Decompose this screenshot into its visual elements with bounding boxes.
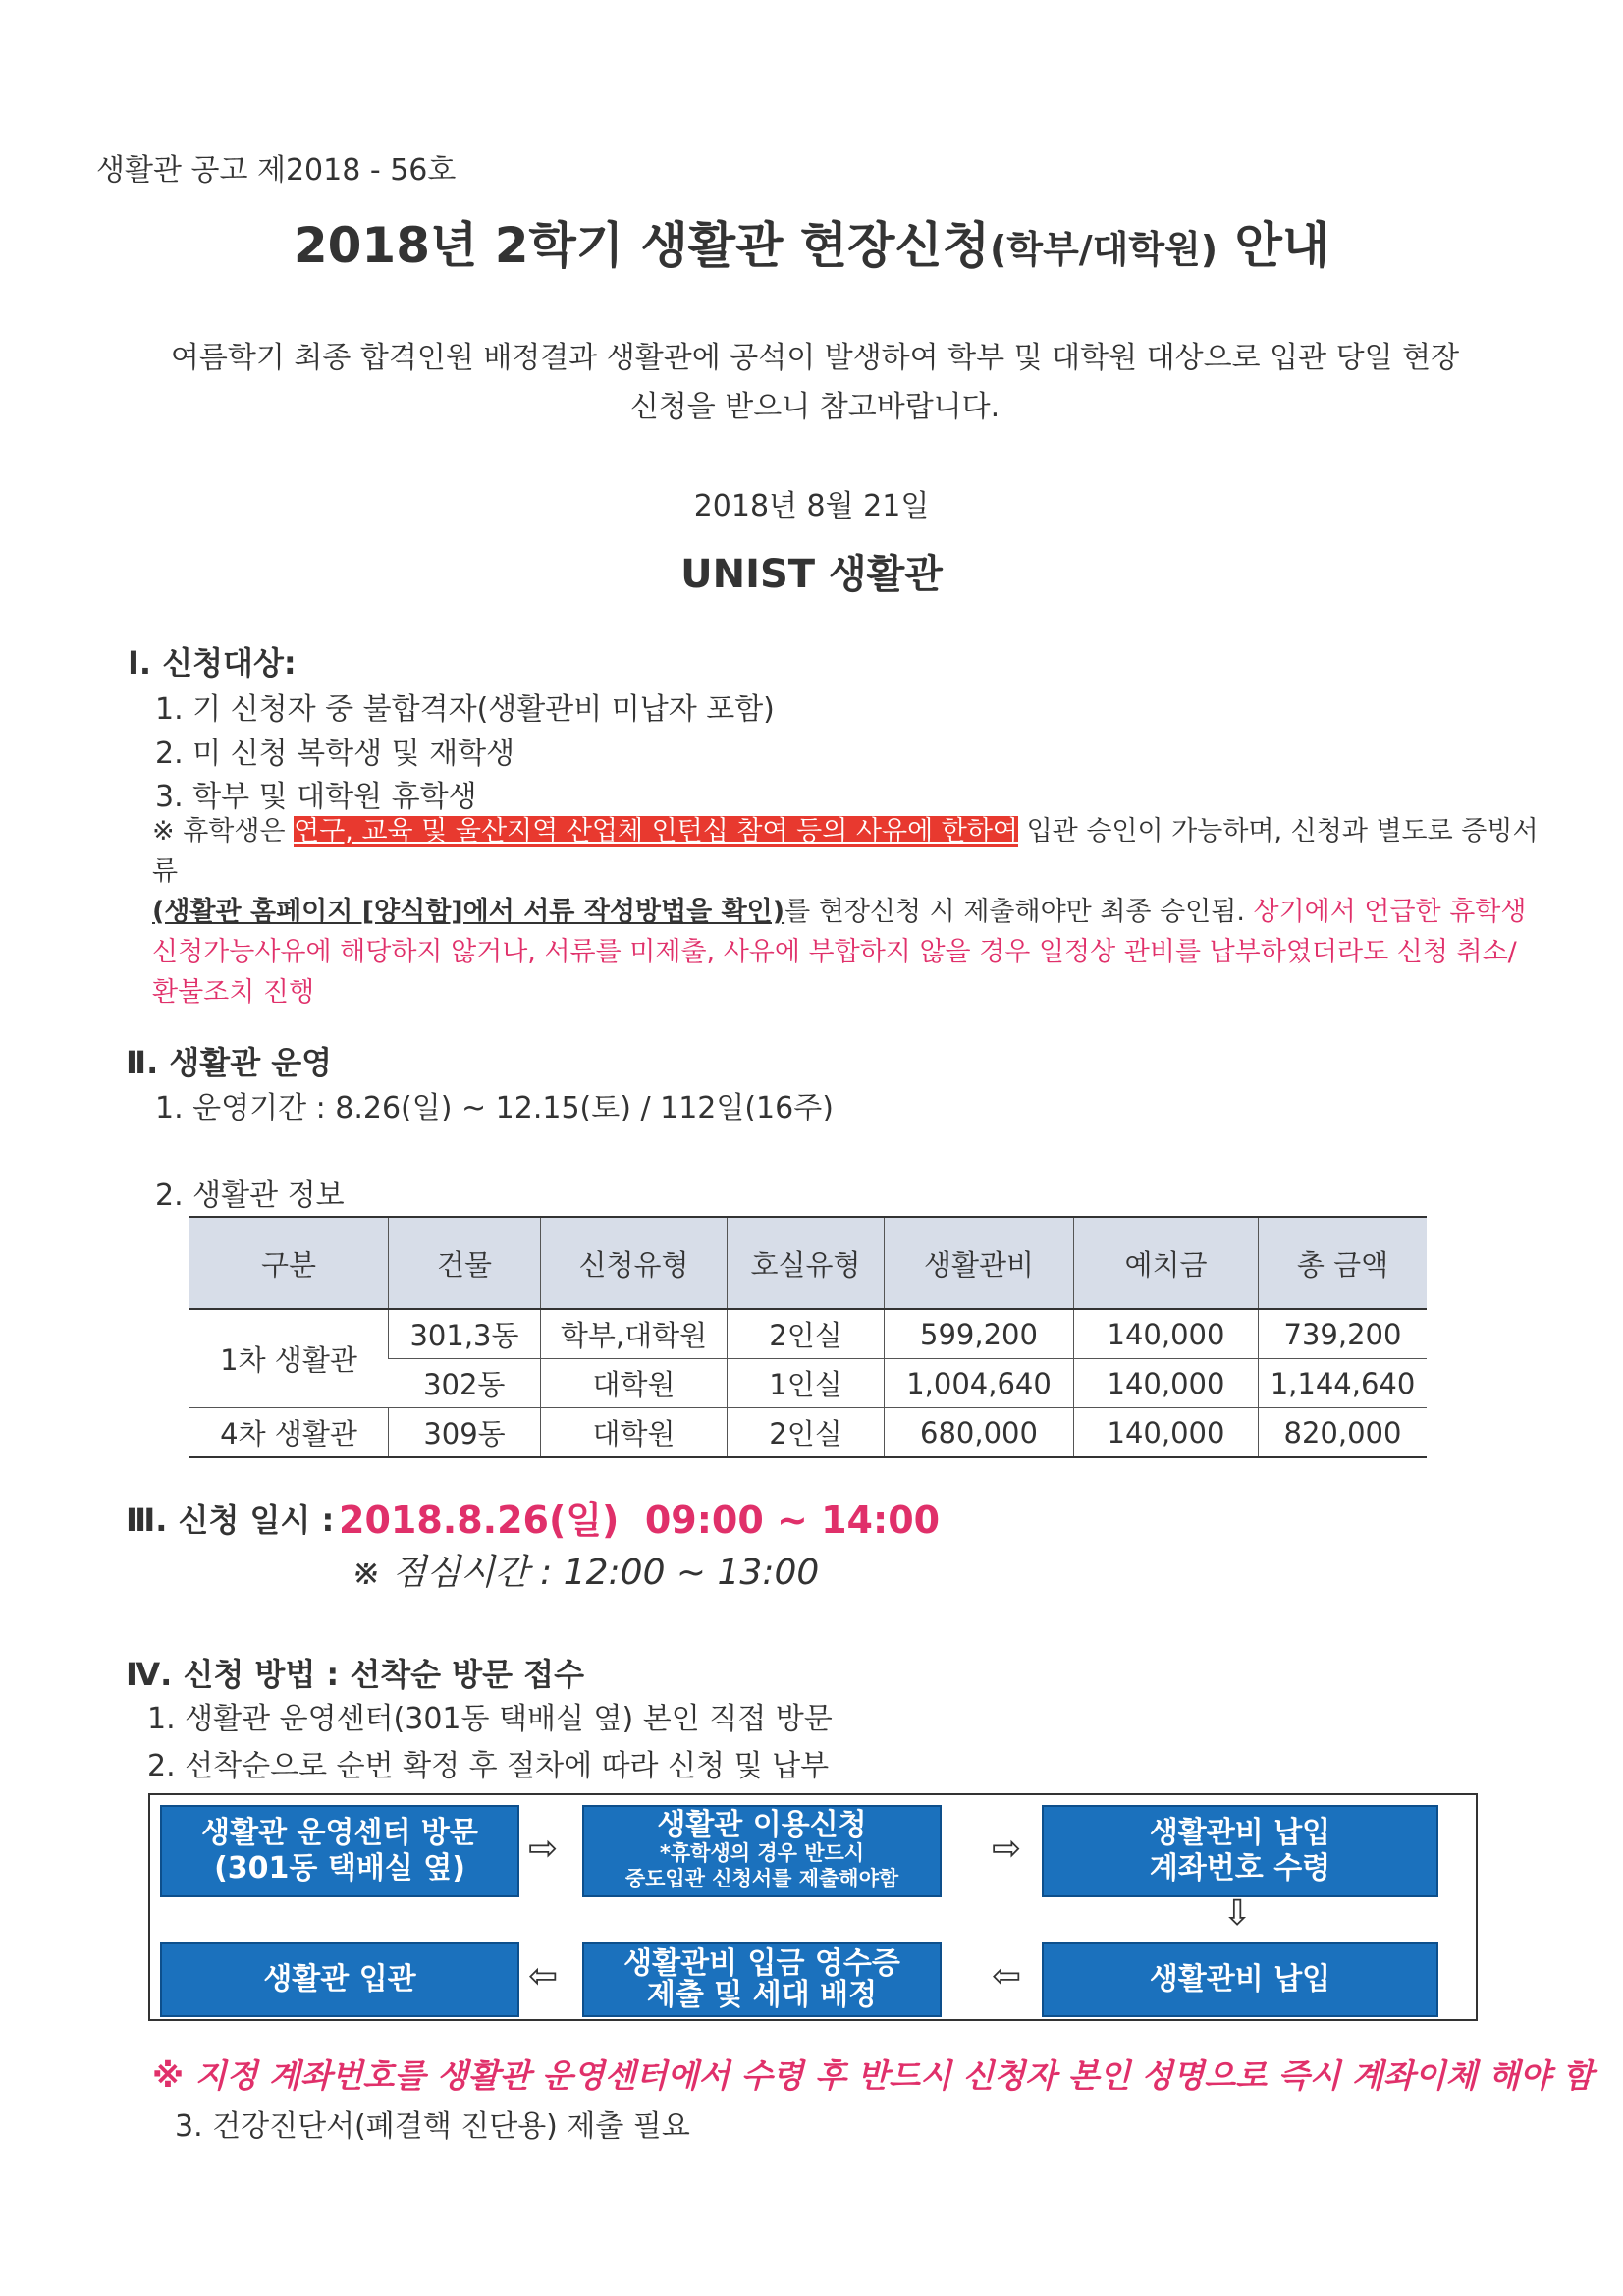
operation-period: 1. 운영기간 : 8.26(일) ~ 12.15(토) / 112일(16주) bbox=[155, 1091, 834, 1125]
table-cell: 309동 bbox=[389, 1408, 541, 1458]
flow-step-text: 제출 및 세대 배정 bbox=[646, 1978, 878, 2012]
flow-step-text: (301동 택배실 옆) bbox=[214, 1851, 465, 1886]
document-title bbox=[0, 206, 1623, 277]
header-deposit: 예치금 bbox=[1074, 1217, 1259, 1309]
header-category: 구분 bbox=[189, 1217, 389, 1309]
section1-item-2: 2. 미 신청 복학생 및 재학생 bbox=[155, 737, 515, 771]
table-cell: 대학원 bbox=[541, 1359, 728, 1408]
intro-paragraph bbox=[98, 334, 1532, 432]
notice-number: 생활관 공고 제2018 - 56호 bbox=[96, 153, 457, 188]
table-row bbox=[189, 1309, 1427, 1359]
application-datetime: 2018.8.26(일) 09:00 ~ 14:00 bbox=[339, 1499, 941, 1542]
note-red-2: 신청가능사유에 해당하지 않거나, 서류를 미제출, 사유에 부합하지 않을 경우 일정상 관비를 납부하였더라도 신청 취소/ bbox=[152, 937, 1517, 967]
flow-step-visit-center bbox=[160, 1805, 519, 1897]
table-cell: 1,144,640 bbox=[1259, 1359, 1428, 1408]
flow-step-apply bbox=[582, 1805, 942, 1897]
table-cell: 1인실 bbox=[728, 1359, 885, 1408]
table-cell: 학부,대학원 bbox=[541, 1309, 728, 1359]
flow-step-text: 생활관비 납입 bbox=[1149, 1816, 1331, 1850]
table-row bbox=[189, 1408, 1427, 1458]
table-cell: 680,000 bbox=[885, 1408, 1074, 1458]
flow-step-submit-receipt bbox=[582, 1942, 942, 2017]
arrow-left-icon: ⇦ bbox=[992, 1956, 1022, 1996]
flow-step-move-in: 생활관 입관 bbox=[160, 1942, 519, 2017]
section2-heading: Ⅱ. 생활관 운영 bbox=[126, 1044, 333, 1081]
title-end: 안내 bbox=[1217, 217, 1330, 274]
arrow-left-icon: ⇦ bbox=[528, 1956, 559, 1996]
table-cell: 2인실 bbox=[728, 1309, 885, 1359]
table-cell: 599,200 bbox=[885, 1309, 1074, 1359]
header-room-type: 호실유형 bbox=[728, 1217, 885, 1309]
table-cell: 2인실 bbox=[728, 1408, 885, 1458]
note-underline: (생활관 홈페이지 [양식함]에서 서류 작성방법을 확인) bbox=[152, 897, 785, 927]
note-red-3: 환불조치 진행 bbox=[152, 977, 315, 1008]
account-transfer-warning: ※ 지정 계좌번호를 생활관 운영센터에서 수령 후 반드시 신청자 본인 성명으로 즉시 계좌이체 해야 함 bbox=[152, 2056, 1595, 2095]
lunch-time-note: ※ 점심시간 : 12:00 ~ 13:00 bbox=[352, 1553, 820, 1593]
table-cell: 820,000 bbox=[1259, 1408, 1428, 1458]
dorm-info-table bbox=[189, 1216, 1427, 1458]
table-cell: 302동 bbox=[389, 1359, 541, 1408]
process-flow bbox=[148, 1793, 1478, 2021]
note-mid2: 를 현장신청 시 제출해야만 최종 승인됨. bbox=[784, 897, 1254, 927]
flow-step-text: 계좌번호 수령 bbox=[1149, 1851, 1331, 1886]
table-cell: 140,000 bbox=[1074, 1309, 1259, 1359]
table-cell: 140,000 bbox=[1074, 1359, 1259, 1408]
header-total: 총 금액 bbox=[1259, 1217, 1428, 1309]
table-cell: 301,3동 bbox=[389, 1309, 541, 1359]
intro-line-1: 여름학기 최종 합격인원 배정결과 생활관에 공석이 발생하여 학부 및 대학원 대상으로 입관 당일 현장 bbox=[170, 341, 1460, 375]
section4-item-2: 2. 선착순으로 순번 확정 후 절차에 따라 신청 및 납부 bbox=[147, 1749, 830, 1783]
table-cell: 대학원 bbox=[541, 1408, 728, 1458]
section4-item-1: 1. 생활관 운영센터(301동 택배실 옆) 본인 직접 방문 bbox=[147, 1702, 833, 1736]
note-prefix: ※ 휴학생은 bbox=[152, 816, 295, 847]
section1-item-1: 1. 기 신청자 중 불합격자(생활관비 미납자 포함) bbox=[155, 692, 775, 727]
flow-step-text: 중도입관 신청서를 제출해야함 bbox=[624, 1867, 899, 1890]
group-cell: 1차 생활관 bbox=[189, 1309, 389, 1408]
intro-line-2: 신청을 받으니 참고바랍니다. bbox=[629, 390, 1001, 424]
header-dorm-fee: 생활관비 bbox=[885, 1217, 1074, 1309]
note-red-1: 상기에서 언급한 휴학생 bbox=[1253, 897, 1527, 927]
table-cell: 140,000 bbox=[1074, 1408, 1259, 1458]
section3-heading: Ⅲ. 신청 일시 : bbox=[126, 1502, 335, 1539]
group-cell: 4차 생활관 bbox=[189, 1408, 389, 1458]
flow-step-text: 생활관비 입금 영수증 bbox=[623, 1946, 900, 1981]
organization-name: UNIST 생활관 bbox=[680, 552, 943, 597]
table-cell: 1,004,640 bbox=[885, 1359, 1074, 1408]
notice-date: 2018년 8월 21일 bbox=[693, 489, 930, 523]
flow-step-text: 생활관 이용신청 bbox=[657, 1808, 867, 1842]
section1-item-3: 3. 학부 및 대학원 휴학생 bbox=[155, 780, 477, 814]
note-highlight: 연구, 교육 및 울산지역 산업체 인턴십 참여 등의 사유에 한하여 bbox=[294, 816, 1018, 847]
arrow-right-icon: ⇨ bbox=[992, 1829, 1022, 1869]
table-cell: 739,200 bbox=[1259, 1309, 1428, 1359]
dorm-info-label: 2. 생활관 정보 bbox=[155, 1178, 345, 1213]
header-building: 건물 bbox=[389, 1217, 541, 1309]
section4-item-3: 3. 건강진단서(폐결핵 진단용) 제출 필요 bbox=[175, 2109, 690, 2144]
section1-heading: Ⅰ. 신청대상: bbox=[128, 644, 297, 682]
section4-heading: Ⅳ. 신청 방법 : 선착순 방문 접수 bbox=[126, 1656, 584, 1693]
title-main: 2018년 2학기 생활관 현장신청 bbox=[293, 217, 990, 274]
leave-student-note bbox=[152, 811, 1546, 1012]
arrow-down-icon: ⇩ bbox=[1222, 1893, 1253, 1934]
header-apply-type: 신청유형 bbox=[541, 1217, 728, 1309]
arrow-right-icon: ⇨ bbox=[528, 1829, 559, 1869]
table-header-row bbox=[189, 1217, 1427, 1309]
flow-step-text: 생활관 운영센터 방문 bbox=[201, 1816, 478, 1850]
flow-step-receive-account bbox=[1042, 1805, 1438, 1897]
note-mid: 입관 승인이 가능하며, 신청과 별도로 증빙서류 bbox=[152, 816, 1539, 887]
title-paren: (학부/대학원) bbox=[990, 228, 1218, 271]
flow-step-text: *휴학생의 경우 반드시 bbox=[659, 1841, 865, 1865]
flow-step-pay-fee: 생활관비 납입 bbox=[1042, 1942, 1438, 2017]
